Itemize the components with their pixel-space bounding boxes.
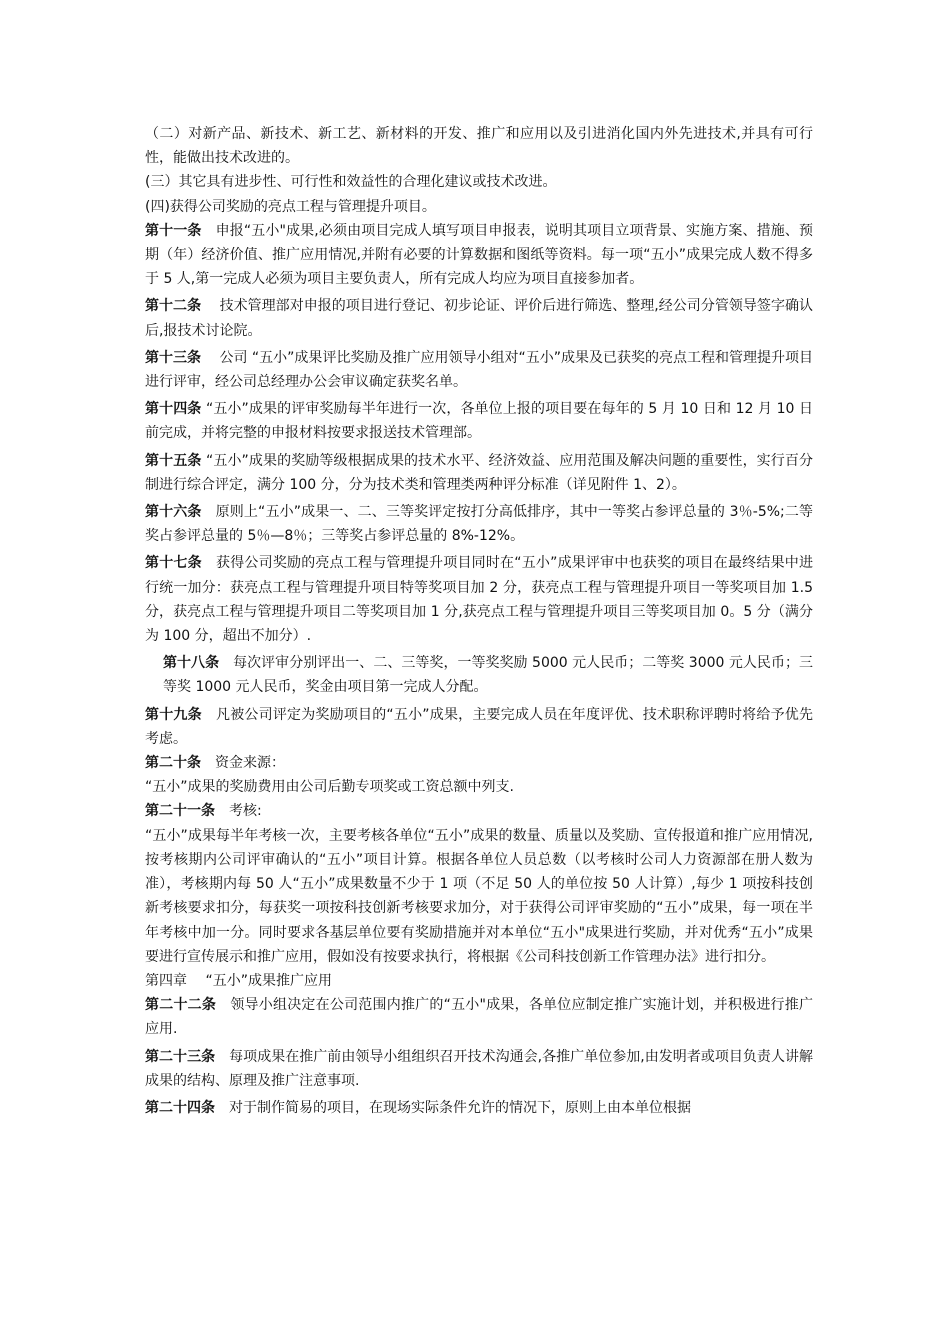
paragraph-text: 第四章 “五小”成果推广应用 bbox=[145, 972, 332, 989]
paragraph bbox=[145, 703, 813, 751]
paragraph-text: “五小”成果的评审奖励每半年进行一次，各单位上报的项目要在每年的 5 月 10 日和 12 月 10 日前完成，并将完整的申报材料按要求报送技术管理部。 bbox=[145, 401, 814, 442]
paragraph bbox=[145, 799, 813, 823]
paragraph bbox=[145, 551, 813, 648]
paragraph bbox=[145, 775, 813, 799]
document-page bbox=[145, 122, 813, 1120]
paragraph bbox=[145, 219, 813, 292]
paragraph-text: 对于制作简易的项目，在现场实际条件允许的情况下，原则上由本单位根据 bbox=[215, 1099, 691, 1116]
article-label: 第二十一条 bbox=[145, 803, 215, 820]
paragraph-text: 原则上“五小”成果一、二、三等奖评定按打分高低排序，其中一等奖占参评总量的 3％-5%;二等奖占参评总量的 5％—8％；三等奖占参评总量的 8%-12%。 bbox=[145, 504, 814, 545]
paragraph-text: “五小”成果每半年考核一次，主要考核各单位“五小”成果的数量、质量以及奖励、宣传报道和推广应用情况,按考核期内公司评审确认的“五小”项目计算。根据各单位人员总数（以考核时公司人力资源部在册人数为准），考核期内每 50 人“五小”成果数量不少于 1 项（不足 50 人的单位按 50 人计算）,每少 1 项按科技创新考核要求扣分，每获奖一项按科技创新考核要求加分，对于获得公司评审奖励的“五小”成果，每一项在半年考核中加一分。同时要求各基层单位要有奖励措施并对本单位“五小"成果进行奖励，并对优秀“五小”成果要进行宣传展示和推广应用，假如没有按要求执行，将根据《公司科技创新工作管理办法》进行扣分。 bbox=[145, 827, 813, 965]
paragraph bbox=[145, 170, 813, 194]
article-label: 第二十二条 bbox=[145, 997, 217, 1014]
article-label: 第十六条 bbox=[145, 504, 202, 521]
paragraph-text: 资金来源： bbox=[201, 755, 285, 772]
paragraph-text: “五小”成果的奖励等级根据成果的技术水平、经济效益、应用范围及解决问题的重要性，实行百分制进行综合评定，满分 100 分，分为技术类和管理类两种评分标准（详见附件 1、2）。 bbox=[145, 452, 813, 493]
paragraph bbox=[145, 397, 813, 445]
paragraph-text: (四)获得公司奖励的亮点工程与管理提升项目。 bbox=[145, 198, 436, 215]
paragraph-text: 每次评审分别评出一、二、三等奖，一等奖奖励 5000 元人民币；二等奖 3000 元人民币；三等奖 1000 元人民币，奖金由项目第一完成人分配。 bbox=[163, 655, 814, 696]
paragraph bbox=[145, 449, 813, 497]
paragraph bbox=[145, 824, 813, 969]
paragraph-text: 每项成果在推广前由领导小组组织召开技术沟通会,各推广单位参加,由发明者或项目负责人讲解成果的结构、原理及推广注意事项. bbox=[145, 1048, 814, 1089]
article-label: 第十八条 bbox=[163, 655, 220, 672]
article-label: 第十三条 bbox=[145, 349, 202, 366]
article-label: 第十四条 bbox=[145, 401, 202, 418]
paragraph-text: 公司 “五小”成果评比奖励及推广应用领导小组对“五小”成果及已获奖的亮点工程和管理提升项目进行评审，经公司总经理办公会审议确定获奖名单。 bbox=[145, 349, 813, 391]
paragraph bbox=[145, 500, 813, 548]
article-label: 第十七条 bbox=[145, 555, 202, 572]
paragraph-text: 获得公司奖励的亮点工程与管理提升项目同时在“五小”成果评审中也获奖的项目在最终结果中进行统一加分：获亮点工程与管理提升项目特等奖项目加 2 分，获亮点工程与管理提升项目一等奖项目加 1.5 分，获亮点工程与管理提升项目二等奖项目加 1 分,获亮点工程与管理提升项目三等奖项目加 0。5 分（满分为 100 分，超出不加分）. bbox=[145, 555, 813, 645]
article-label: 第十五条 bbox=[145, 452, 202, 469]
article-label: 第十二条 bbox=[145, 298, 202, 315]
paragraph-text: (三）其它具有进步性、可行性和效益性的合理化建议或技术改进。 bbox=[145, 174, 557, 191]
paragraph-text: 技术管理部对申报的项目进行登记、初步论证、评价后进行筛选、整理,经公司分管领导签字确认后,报技术讨论院。 bbox=[145, 298, 813, 339]
paragraph-text: （二）对新产品、新技术、新工艺、新材料的开发、推广和应用以及引进消化国内外先进技术,并具有可行性，能做出技术改进的。 bbox=[145, 126, 813, 167]
paragraph bbox=[145, 122, 813, 170]
paragraph-text: “五小”成果的奖励费用由公司后勤专项奖或工资总额中列支. bbox=[145, 779, 514, 796]
paragraph bbox=[145, 1096, 813, 1120]
paragraph-text: 考核: bbox=[215, 803, 262, 820]
paragraph-text: 申报“五小"成果,必须由项目完成人填写项目申报表，说明其项目立项背景、实施方案、措施、预期（年）经济价值、推广应用情况,并附有必要的计算数据和图纸等资料。每一项“五小”成果完成人数不得多于 5 人,第一完成人必须为项目主要负责人，所有完成人均应为项目直接参加者。 bbox=[145, 222, 814, 288]
article-label: 第二十三条 bbox=[145, 1048, 216, 1065]
paragraph bbox=[145, 1045, 813, 1093]
paragraph bbox=[145, 993, 813, 1041]
paragraph bbox=[145, 346, 813, 394]
paragraph bbox=[145, 294, 813, 342]
paragraph-text: 领导小组决定在公司范围内推广的“五小"成果，各单位应制定推广实施计划，并积极进行推广应用. bbox=[145, 997, 814, 1038]
paragraph bbox=[145, 195, 813, 219]
paragraph bbox=[145, 751, 813, 775]
paragraph-text: 凡被公司评定为奖励项目的“五小”成果，主要完成人员在年度评优、技术职称评聘时将给予优先考虑。 bbox=[145, 706, 813, 747]
article-label: 第十一条 bbox=[145, 222, 202, 239]
article-label: 第二十条 bbox=[145, 755, 201, 772]
paragraph bbox=[145, 651, 813, 699]
article-label: 第十九条 bbox=[145, 706, 202, 723]
article-label: 第二十四条 bbox=[145, 1099, 215, 1116]
paragraph bbox=[145, 969, 813, 993]
